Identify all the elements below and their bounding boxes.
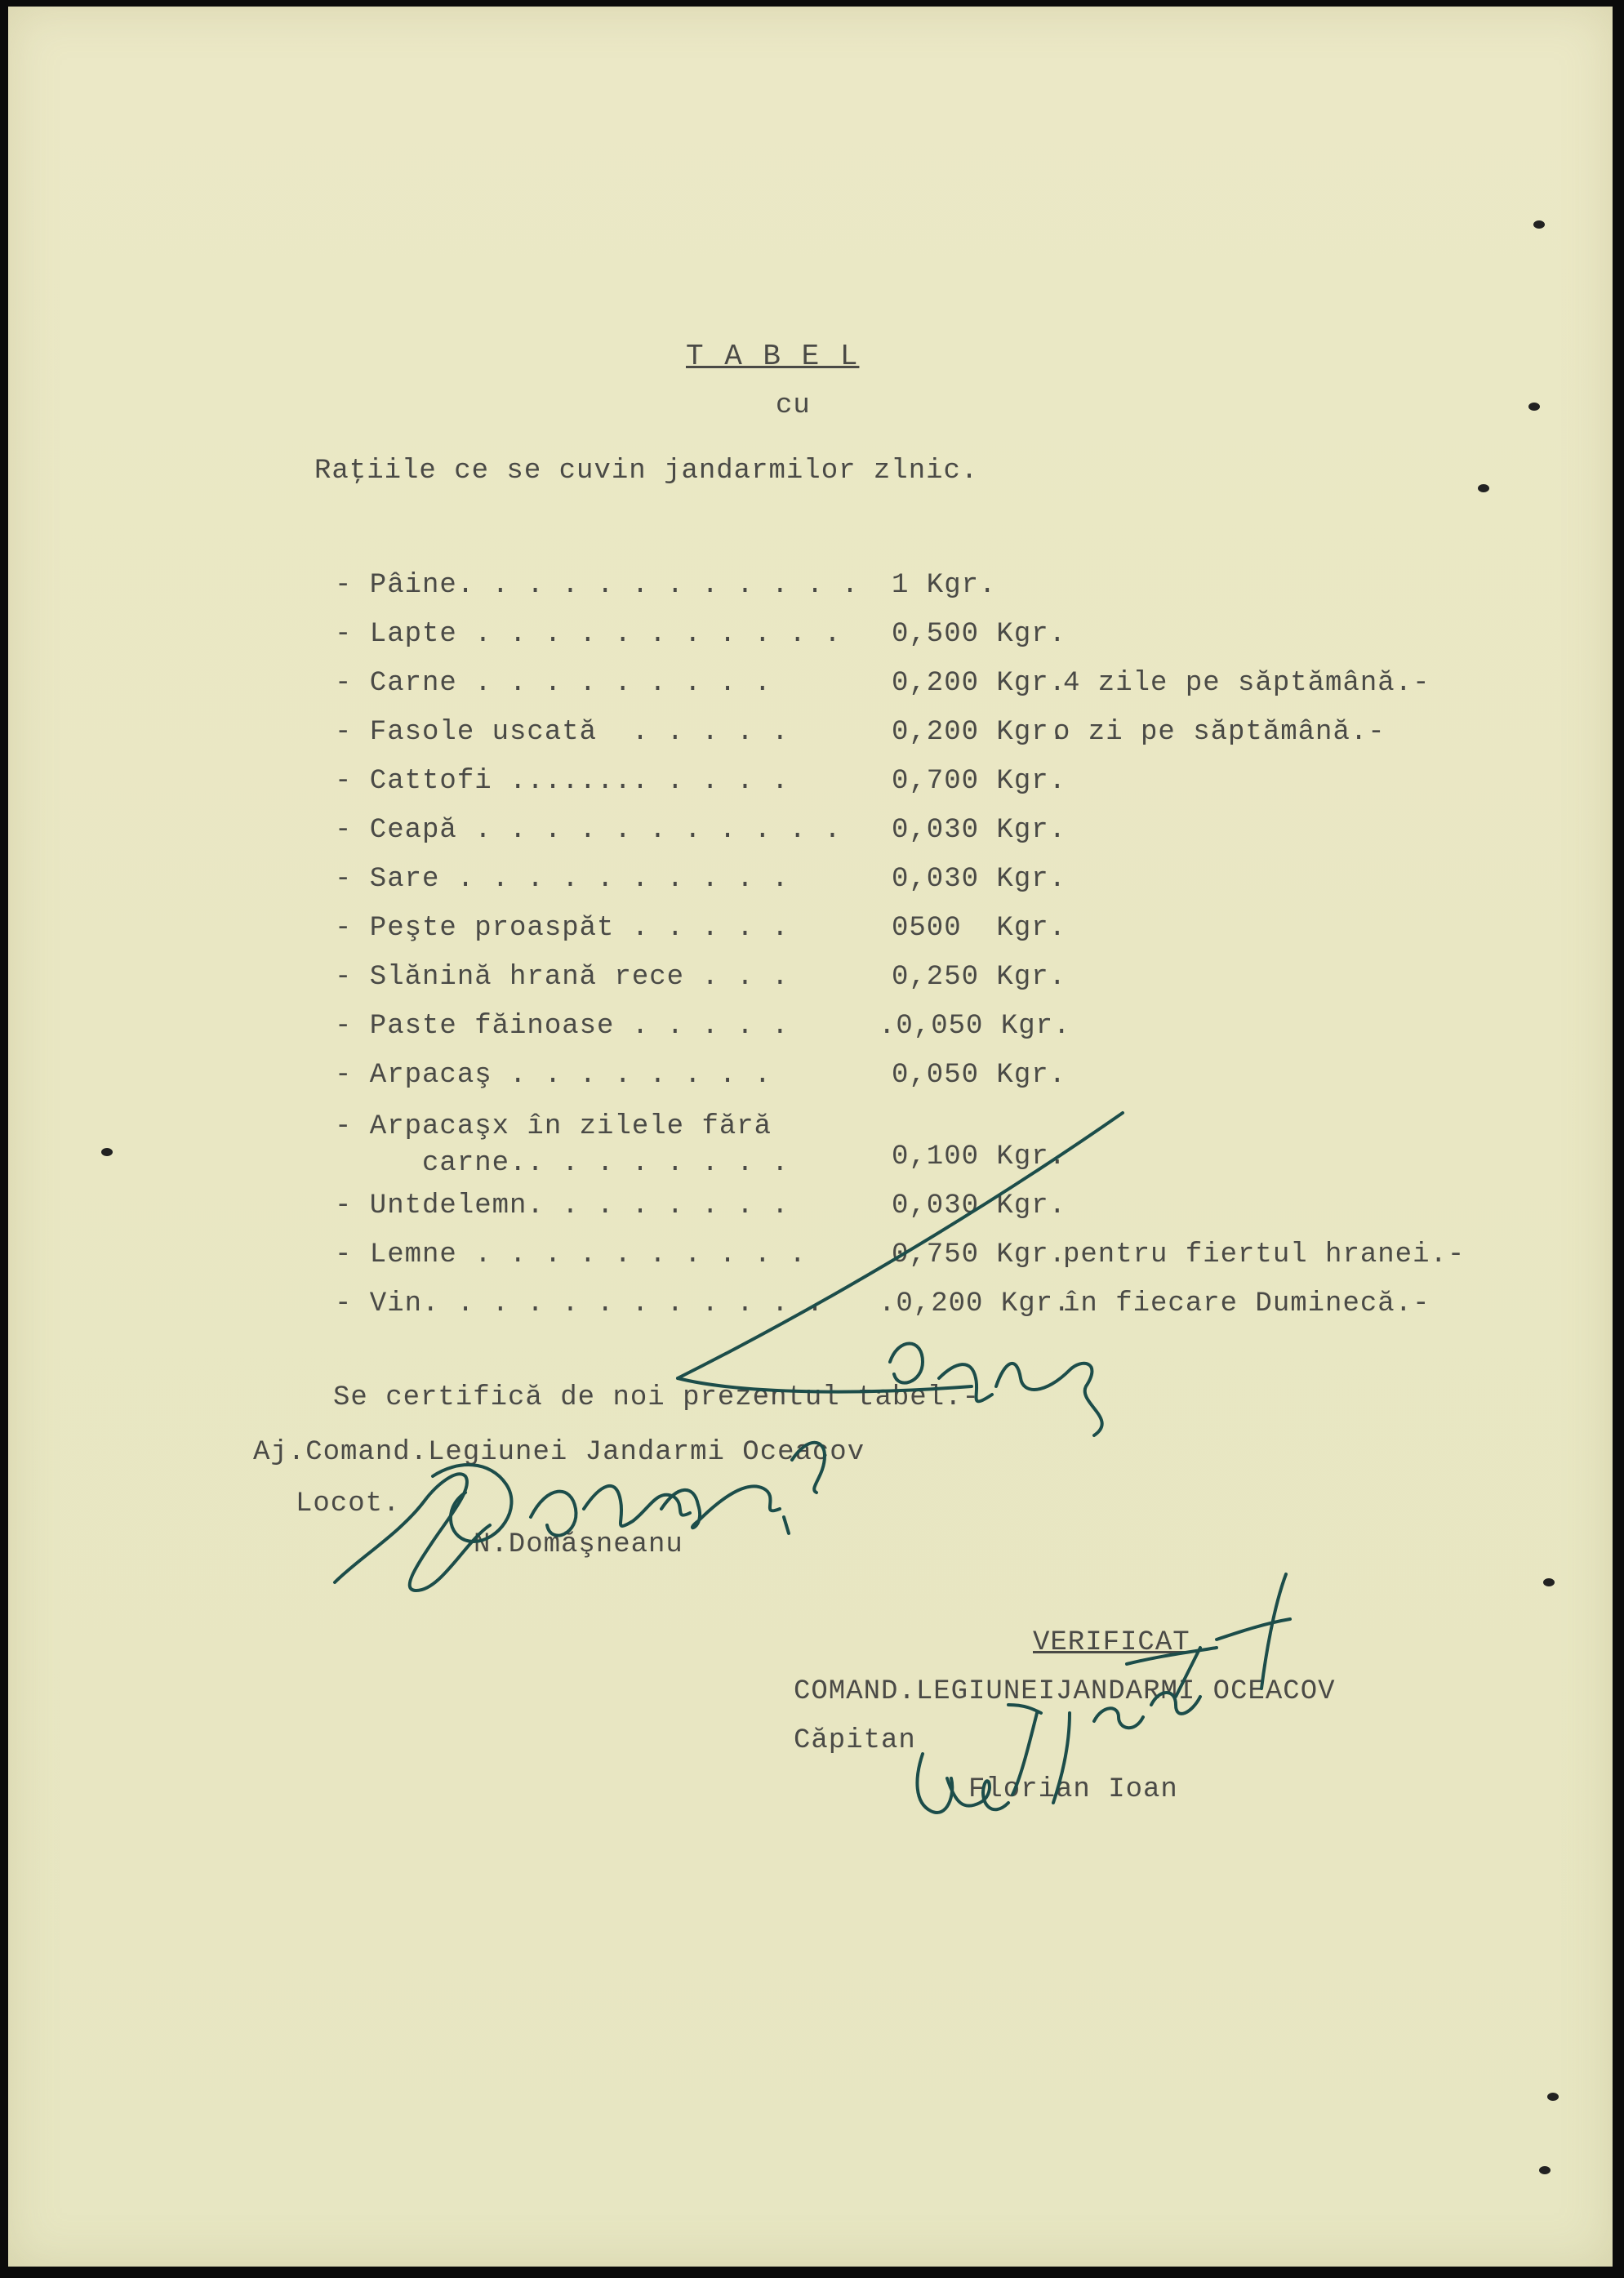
ration-item-qty: 0,030 Kgr. (892, 815, 1067, 846)
punch-mark (1543, 1578, 1555, 1586)
punch-mark (1539, 2166, 1551, 2174)
ration-item-qty: 0,750 Kgr. (892, 1239, 1067, 1270)
certification-text: Se certifică de noi prezentul tabel.- (333, 1382, 980, 1413)
punch-mark (1528, 403, 1540, 411)
ration-item-name: - Fasole uscată . . . . . (335, 717, 790, 748)
ration-item-qty: 0,700 Kgr. (892, 766, 1067, 797)
ration-item-qty: .0,050 Kgr. (879, 1011, 1071, 1042)
punch-mark (1478, 484, 1489, 492)
certification-office: Aj.Comand.Legiunei Jandarmi Oceacov (253, 1437, 865, 1468)
ration-item-name: - Vin. . . . . . . . . . . . (335, 1288, 825, 1319)
ration-item-qty: 0,100 Kgr. (892, 1141, 1067, 1172)
ration-item-name: - Slănină hrană rece . . . (335, 962, 790, 993)
ration-item-name: - Lemne . . . . . . . . . . (335, 1239, 807, 1270)
certification-rank: Locot. (296, 1488, 401, 1519)
ration-item-qty: 0,500 Kgr. (892, 619, 1067, 650)
ration-item-name: - Ceapă . . . . . . . . . . . (335, 815, 842, 846)
signatures-overlay (8, 7, 1613, 2267)
ration-item-name: - Arpacaş . . . . . . . . (335, 1060, 772, 1091)
ration-item-qty: 0,250 Kgr. (892, 962, 1067, 993)
punch-mark (1547, 2093, 1559, 2101)
signature-domasneanu (335, 1113, 1123, 1591)
ration-item-name: - Pâine. . . . . . . . . . . . (335, 570, 860, 601)
verification-label: VERIFICAT (1033, 1627, 1190, 1658)
ration-item-name: - Untdelemn. . . . . . . . (335, 1190, 790, 1221)
verification-rank: Căpitan (794, 1725, 916, 1756)
signature-florian (917, 1574, 1290, 1813)
ration-item-note: pentru fiertul hranei.- (1063, 1239, 1466, 1270)
document-subtitle: Raţiile ce se cuvin jandarmilor zlnic. (314, 456, 979, 487)
ration-item-name: - Cattofi ........ . . . . (335, 766, 790, 797)
ration-item-qty: 0500 Kgr. (892, 913, 1067, 944)
ration-item-qty: 1 Kgr. (892, 570, 997, 601)
ration-item-note: în fiecare Duminecă.- (1063, 1288, 1430, 1319)
ration-item-qty: 0,200 Kgr. (892, 668, 1067, 699)
ration-item-note: o zi pe săptămână.- (1053, 717, 1386, 748)
ration-item-name: - Sare . . . . . . . . . . (335, 864, 790, 895)
ration-item-name: - Peşte proaspăt . . . . . (335, 913, 790, 944)
ration-item-qty: 0,200 Kgr. (892, 717, 1067, 748)
punch-mark (1533, 220, 1545, 229)
certification-name: N.Domăşneanu (474, 1529, 683, 1560)
ration-item-name: - Lapte . . . . . . . . . . . (335, 619, 842, 650)
punch-mark (101, 1148, 113, 1156)
ration-item-qty: 0,050 Kgr. (892, 1060, 1067, 1091)
ration-item-name: - Arpacaşx în zilele fără carne.. . . . . . . . (335, 1111, 790, 1179)
ration-item-note: 4 zile pe săptămână.- (1063, 668, 1430, 699)
verification-office: COMAND.LEGIUNEIJANDARMI OCEACOV (794, 1676, 1336, 1707)
document-title-cu: cu (776, 390, 811, 421)
ration-item-name: - Paste făinoase . . . . . (335, 1011, 790, 1042)
verification-name: Florian Ioan (968, 1774, 1178, 1805)
ration-item-qty: 0,030 Kgr. (892, 1190, 1067, 1221)
ration-item-qty: 0,030 Kgr. (892, 864, 1067, 895)
ration-item-name: - Carne . . . . . . . . . (335, 668, 772, 699)
document-page (8, 7, 1613, 2267)
document-title: T A B E L (686, 340, 860, 373)
ration-item-qty: .0,200 Kgr. (879, 1288, 1071, 1319)
